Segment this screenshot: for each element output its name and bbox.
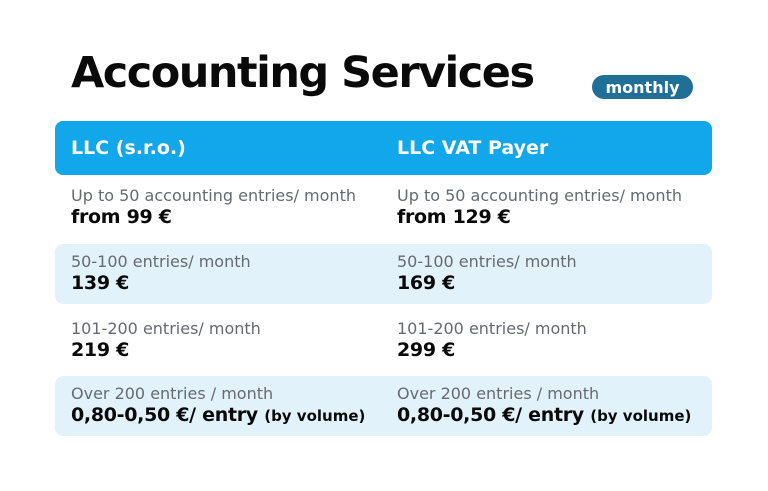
table-cell-llc [71, 186, 356, 229]
price: 219 € [71, 339, 129, 361]
price: 299 € [397, 339, 455, 361]
price: from 99 € [71, 206, 172, 228]
price-value: 0,80-0,50 €/ entry [397, 404, 584, 426]
entries-range: 50-100 entries/ month [397, 252, 577, 271]
column-header-vat-payer: LLC VAT Payer [397, 137, 549, 159]
price-note: (by volume) [590, 407, 692, 425]
price [71, 403, 365, 428]
entries-range: Over 200 entries / month [397, 384, 600, 403]
price-note: (by volume) [264, 407, 366, 425]
entries-range: Over 200 entries / month [71, 384, 274, 403]
table-row [55, 178, 712, 238]
billing-period-badge[interactable]: monthly [592, 75, 693, 99]
table-cell-llc [71, 252, 251, 295]
table-cell-vat-payer [397, 252, 577, 295]
entries-range: 50-100 entries/ month [71, 252, 251, 271]
price [397, 403, 691, 428]
entries-range: 101-200 entries/ month [71, 319, 261, 338]
price-value: 0,80-0,50 €/ entry [71, 404, 258, 426]
column-header-llc: LLC (s.r.o.) [71, 137, 186, 159]
entries-range: 101-200 entries/ month [397, 319, 587, 338]
price: 139 € [71, 272, 129, 294]
table-cell-vat-payer [397, 186, 682, 229]
entries-range: Up to 50 accounting entries/ month [397, 186, 682, 205]
table-cell-llc [71, 384, 365, 428]
table-cell-vat-payer [397, 319, 587, 362]
table-cell-llc [71, 319, 261, 362]
pricing-table-header [55, 121, 712, 175]
table-cell-vat-payer [397, 384, 691, 428]
entries-range: Up to 50 accounting entries/ month [71, 186, 356, 205]
table-row [55, 376, 712, 436]
table-row [55, 311, 712, 371]
page-title: Accounting Services [71, 48, 534, 98]
price: 169 € [397, 272, 455, 294]
price: from 129 € [397, 206, 511, 228]
table-row [55, 244, 712, 304]
